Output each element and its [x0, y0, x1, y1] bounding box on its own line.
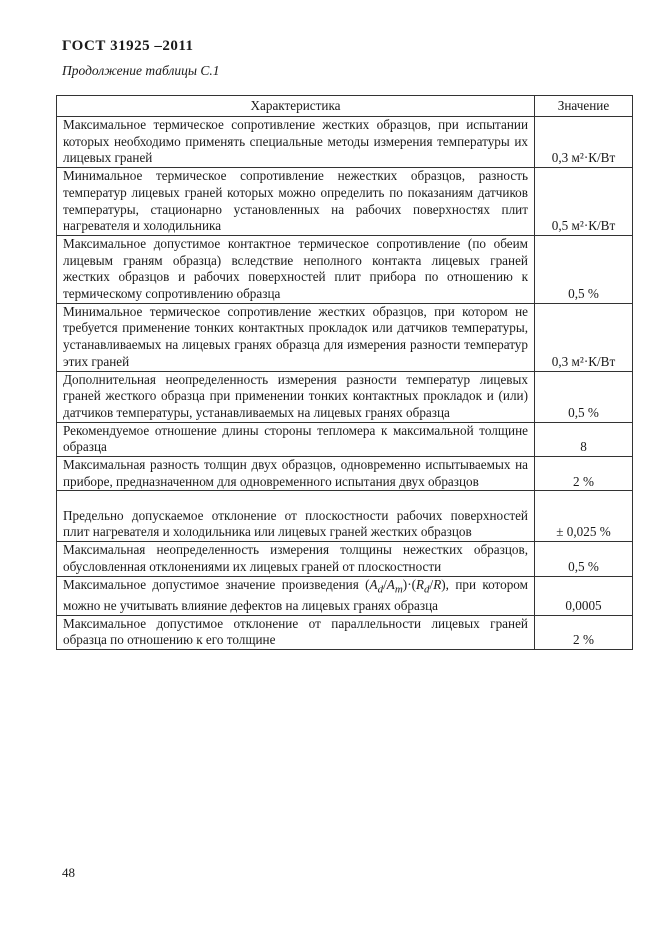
value-cell: 0,5 % [535, 235, 633, 303]
table-header-row [57, 96, 633, 117]
table-row [57, 576, 633, 615]
formula-b-sub: m [394, 583, 403, 596]
header-value: Значение [535, 96, 633, 117]
value-cell: 2 % [535, 615, 633, 649]
value-cell: 0,3 м²·К/Вт [535, 303, 633, 371]
formula-d: R [433, 576, 442, 592]
table-row [57, 117, 633, 168]
characteristic-text-before: Максимальное допустимое значение произведения ( [63, 576, 370, 592]
characteristic-cell: Минимальное термическое сопротивление жестких образцов, при котором не требуется применение тонких контактных прокладок или датчиков температуры, устанавливаемых на лицевых гранях образца для измерения разности температур этих граней [57, 303, 535, 371]
characteristic-cell: Рекомендуемое отношение длины стороны тепломера к максимальной толщине образца [57, 422, 535, 456]
characteristic-cell: Максимальное термическое сопротивление жестких образцов, при испытании которых необходимо применять специальные методы измерения температуры их лицевых граней [57, 117, 535, 168]
table-row [57, 457, 633, 491]
characteristic-cell: Минимальное термическое сопротивление нежестких образцов, разность температур лицевых граней которых можно определить по показаниям датчиков температуры, стационарно установленных на рабочих поверхностях плит нагревателя и холодильника [57, 168, 535, 236]
characteristic-cell: Максимальное допустимое отклонение от параллельности лицевых граней образца по отношению к его толщине [57, 615, 535, 649]
table-continuation-caption: Продолжение таблицы С.1 [62, 63, 220, 78]
formula-a-sub: d [377, 583, 384, 596]
table-row [57, 235, 633, 303]
characteristic-cell: Предельно допускаемое отклонение от плоскостности рабочих поверхностей плит нагревателя и холодильника или лицевых граней жестких образцов [57, 491, 535, 542]
value-cell: 0,5 % [535, 542, 633, 576]
characteristic-text-after: ), при котором можно не учитывать влияние дефектов на лицевых гранях образца [63, 576, 528, 613]
value-cell: 0,3 м²·К/Вт [535, 117, 633, 168]
document-code: ГОСТ 31925 –2011 [62, 38, 194, 54]
table-row [57, 422, 633, 456]
value-cell: 0,5 м²·К/Вт [535, 168, 633, 236]
characteristic-cell: Максимальная разность толщин двух образцов, одновременно испытываемых на приборе, предназначенном для одновременного испытания двух образцов [57, 457, 535, 491]
value-cell: 8 [535, 422, 633, 456]
table-row [57, 303, 633, 371]
formula-b: A [386, 576, 395, 592]
spec-table [56, 95, 633, 650]
value-cell: ± 0,025 % [535, 491, 633, 542]
table-row [57, 542, 633, 576]
table-row [57, 168, 633, 236]
value-cell: 2 % [535, 457, 633, 491]
characteristic-cell: Максимальное допустимое контактное термическое сопротивление (по обеим лицевым граням образца) вследствие неполного контакта лицевых граней жестких образцов и рабочих поверхностей плит прибора по отношению к термическому сопротивлению образца [57, 235, 535, 303]
page-number: 48 [62, 865, 75, 880]
characteristic-cell: Дополнительная неопределенность измерения разности температур лицевых граней жесткого образца при применении тонких контактных прокладок и (или) датчиков температуры, устанавливаемых на лицевых гранях образца [57, 371, 535, 422]
formula-c: R [415, 576, 425, 592]
table-row [57, 371, 633, 422]
header-characteristic: Характеристика [57, 96, 535, 117]
characteristic-cell: Максимальная неопределенность измерения толщины нежестких образцов, обусловленная отклонениями их лицевых граней от плоскостности [57, 542, 535, 576]
table-row [57, 491, 633, 542]
table-row [57, 615, 633, 649]
value-cell: 0,0005 [535, 576, 633, 615]
formula-c-sub: d [424, 583, 430, 596]
formula-a: A [369, 576, 378, 592]
value-cell: 0,5 % [535, 371, 633, 422]
characteristic-cell: Максимальное допустимое значение произведения $(A_d/A_m)\cdot(R_d/R)$, при котором можно не учитывать влияние дефектов на лицевых гранях образца [57, 576, 535, 615]
